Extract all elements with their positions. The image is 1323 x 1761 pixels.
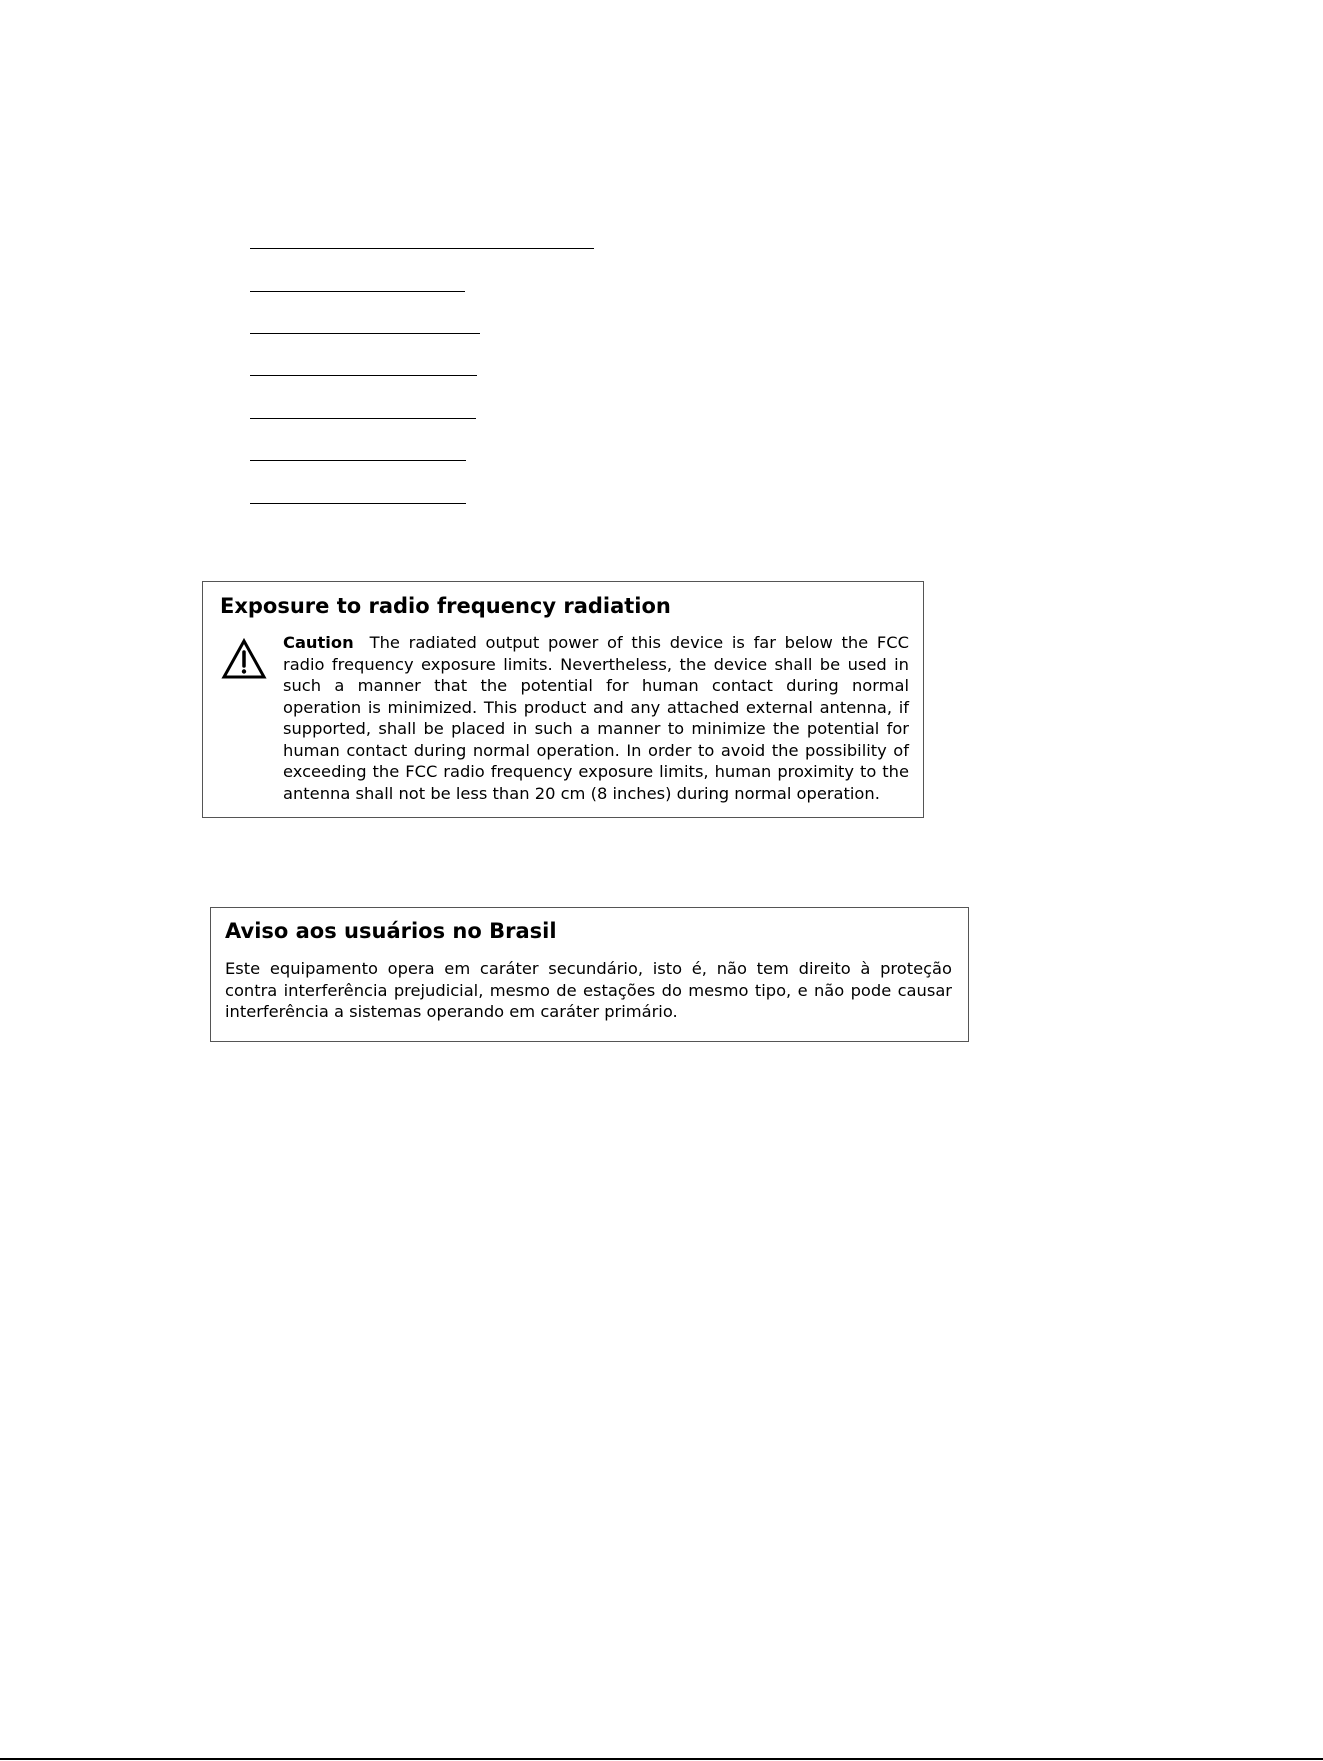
link-underline-6[interactable] [250,460,466,461]
link-underline-7[interactable] [250,503,466,504]
brazil-notice [210,907,969,1042]
link-underline-5[interactable] [250,418,476,419]
warning-triangle-icon [221,638,267,680]
footer-rule [0,1758,1323,1760]
link-underline-3[interactable] [250,333,480,334]
brazil-notice-title: Aviso aos usuários no Brasil [225,919,557,943]
brazil-notice-text: Este equipamento opera em caráter secundário, isto é, não tem direito à proteção contra interferência prejudicial, mesmo de estações do mesmo tipo, e não pode causar interferência a sistemas operando em caráter primário. [225,959,952,1021]
caution-label: Caution [283,633,354,652]
link-underline-1[interactable] [250,248,594,249]
link-underline-4[interactable] [250,375,477,376]
link-underline-2[interactable] [250,291,465,292]
caution-paragraph [283,632,909,804]
rf-exposure-notice [202,581,924,818]
caution-body: The radiated output power of this device is far below the FCC radio frequency exposure limits. Nevertheless, the device shall be used in such a manner that the potential for human contact during normal operation is minimized. This product and any attached external antenna, if supported, shall be placed in such a manner to minimize the potential for human contact during normal operation. In order to avoid the possibility of exceeding the FCC radio frequency exposure limits, human proximity to the antenna shall not be less than 20 cm (8 inches) during normal operation. [283,633,909,803]
rf-exposure-title: Exposure to radio frequency radiation [220,594,671,618]
